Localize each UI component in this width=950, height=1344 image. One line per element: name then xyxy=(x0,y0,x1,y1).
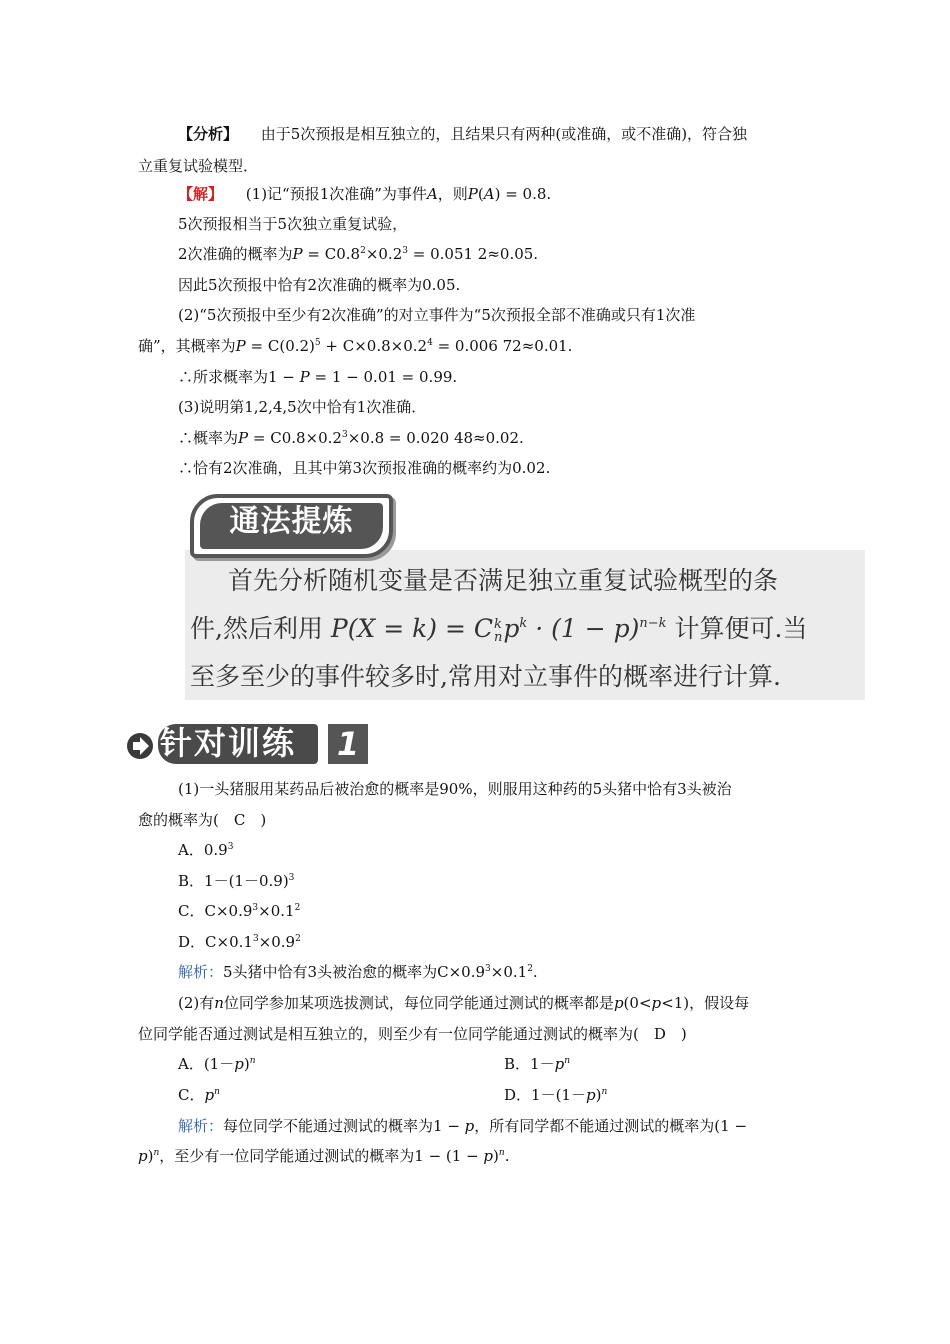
q1-option-b: B．$1-(1-0.9)^3$ xyxy=(178,872,295,890)
training-title: 针对训练 xyxy=(160,724,297,762)
q2-line-1: (2)有n位同学参加某项选拔测试，每位同学能通过测试的概率都是p(0<p<1)，假设每 xyxy=(178,994,750,1012)
method-line-2: 件,然后利用 P(X = k) = C k n $p^k \cdot (1 - p)^{n-k}$ 计算便可.当 xyxy=(190,614,808,645)
solution-line-10: ∴恰有2次准确，且其中第3次预报准确的概率约为0.02. xyxy=(178,459,551,477)
q2-line-2: 位同学能否通过测试是相互独立的，则至少有一位同学能通过测试的概率为( D ) xyxy=(138,1025,687,1043)
analysis-text: 由于5次预报是相互独立的，且结果只有两种(或准确，或不准确)，符合独 xyxy=(260,125,748,143)
q1-line-1: (1)一头猪服用某药品后被治愈的概率是90%，则服用这种药的5头猪中恰有3头被治 xyxy=(178,780,732,798)
method-banner-title: 通法提炼 xyxy=(200,503,383,549)
analysis-label: 【分析】 xyxy=(178,125,239,143)
method-line-3: 至多至少的事件较多时,常用对立事件的概率进行计算. xyxy=(190,662,781,691)
solution-label: 【解】 xyxy=(178,185,224,203)
q2-explanation-line-2: p)$^n$，至少有一位同学能通过测试的概率为$1 - (1 - p)^n$. xyxy=(138,1147,510,1165)
solution-line-8: (3)说明第1,2,4,5次中恰有1次准确． xyxy=(178,398,427,416)
solution-line-2: 5次预报相当于5次独立重复试验， xyxy=(178,215,408,233)
q1-line-2: 愈的概率为( C ) xyxy=(138,811,267,829)
method-banner xyxy=(190,494,393,558)
q1-option-d: D．$C\times 0.1^3\times 0.9^2$ xyxy=(178,933,301,951)
q2-explanation-line-1: 解析：每位同学不能通过测试的概率为1 − p，所有同学都不能通过测试的概率为(1 − xyxy=(178,1117,748,1135)
q2-option-b: B．$1-p^n$ xyxy=(504,1055,570,1073)
q2-option-d: D．$1-(1-p)^n$ xyxy=(504,1086,608,1104)
q1-option-a: A．$0.9^3$ xyxy=(178,841,234,859)
arrow-right-icon xyxy=(125,731,155,761)
q2-option-a: A．$(1-p)^n$ xyxy=(178,1055,256,1073)
solution-line-4: 因此5次预报中恰有2次准确的概率为0.05. xyxy=(178,276,461,294)
q1-explanation: 解析：5头猪中恰有3头被治愈的概率为$C\times 0.9^3\times 0.1^2$. xyxy=(178,963,538,981)
analysis-line-1 xyxy=(178,124,747,144)
q1-option-c: C．$C\times 0.9^3\times 0.1^2$ xyxy=(178,902,301,920)
solution-line-9: ∴概率为$P = C0.8\times 0.2^3\times 0.8 = 0.020$ 48≈0.02. xyxy=(178,429,524,447)
solution-line-3: 2次准确的概率为$P = C0.8^2\times 0.2^3 = 0.051$ 2≈0.05. xyxy=(178,245,539,263)
solution-line-1: 【解】 (1)记“预报1次准确”为事件A，则P(A) = 0.8. xyxy=(178,185,552,203)
q2-option-c: C．$p^n$ xyxy=(178,1086,220,1104)
training-number: 1 xyxy=(328,724,368,764)
analysis-line-2: 立重复试验模型． xyxy=(138,157,259,175)
solution-line-5: (2)“5次预报中至少有2次准确”的对立事件为“5次预报全部不准确或只有1次准 xyxy=(178,306,696,324)
formula: P(X = k) = C k n $p^k \cdot (1 - p)^{n-k}$ xyxy=(330,614,667,645)
method-line-1: 首先分析随机变量是否满足独立重复试验概型的条 xyxy=(228,566,779,595)
solution-line-6: 确”，其概率为$P = C(0.2)^5 + C\times 0.8\times 0.2^4 = 0.006$ 72≈0.01. xyxy=(138,337,573,355)
solution-line-7: ∴所求概率为1 − P = 1 − 0.01 = 0.99. xyxy=(178,368,458,386)
